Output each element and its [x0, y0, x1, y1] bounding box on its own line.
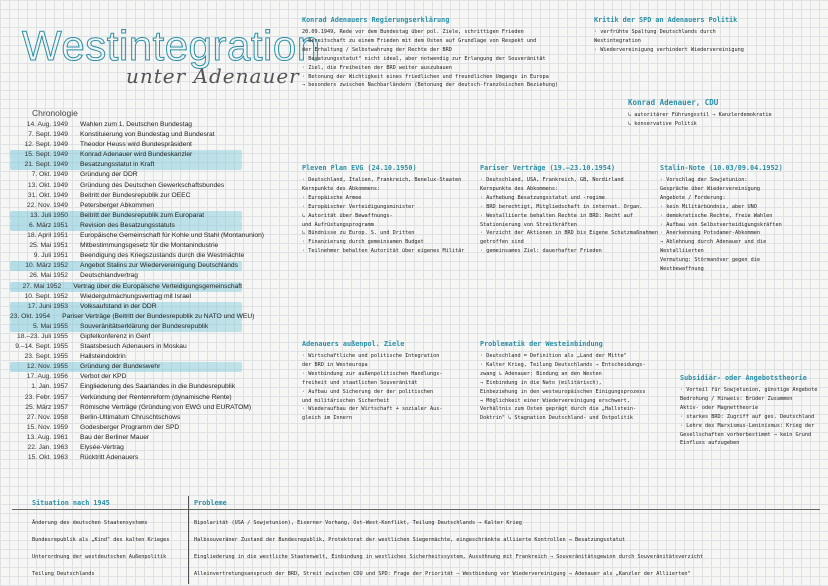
note-line: · Aufbau von Selbstverteidigungskräften [660, 221, 782, 228]
note-line: zwang ↳ Adenauer: Bindung an den Westen [480, 370, 602, 377]
chronology-event: Berlin-Ultimatum Chruschtschows [80, 413, 181, 421]
chronology-event: Volksaufstand in der DDR [80, 302, 157, 310]
chronology-date: 31. Okt. 1949 [27, 191, 68, 199]
chronology-row [10, 251, 290, 261]
note-line: Einbeziehung in den westeuropäischen Einigungsprozess [480, 388, 646, 395]
chronology-event: Wiedergutmachungsvertrag mit Israel [80, 292, 192, 300]
note-line: · Aufhebung Besatzungsstatut und -regime [480, 194, 605, 201]
chronology-date: 12. Sept. 1949 [24, 141, 68, 149]
chronology-row [10, 140, 290, 150]
chronology-event: Wahlen zum 1. Deutschen Bundestag [80, 121, 193, 128]
chronology-date: 10. März 1952 [25, 262, 68, 270]
note-line: Halbsouveräner Zustand der Bundesrepublik, Protektorat der westlichen Siegermächte, eingeschränkte alliierte Kontrollen → Besatzungsstatut [194, 537, 625, 543]
chronology-row [10, 403, 290, 413]
chronology-date: 25. März 1957 [25, 403, 68, 411]
note-line: ↳ konservative Politik [628, 120, 697, 127]
note-line: Verhältnis zum Osten geprägt durch die „Hallstein- [480, 406, 637, 413]
note-line: Bundesrepublik als „Kind" des kalten Krieges [32, 537, 170, 543]
problematik-heading: Problematik der Westeinbindung [480, 340, 603, 348]
page-title: Westintegration [22, 22, 321, 69]
aussen-heading: Adenauers außenpol. Ziele [302, 340, 405, 348]
note-line: Alleinvertretungsanspruch der BRD, Streit zwischen CDU und SPD: Frage der Priorität – Westbindung vor Wiedervereinigung → Adenauer als „Kanzler der Alliierten" [194, 571, 691, 577]
chronology-date: 27. Nov. 1958 [26, 413, 68, 421]
situation-section [32, 499, 182, 583]
note-line: Kernpunkte des Abkommens: [302, 185, 381, 192]
chronology-row [10, 423, 290, 433]
chronology-list [10, 120, 290, 463]
chronology-date: 15. Nov. 1959 [26, 423, 68, 431]
chronology-row [10, 160, 242, 170]
note-line: ↳ Autorität über Bewaffnungs- [302, 212, 393, 219]
chronology-event: Beendigung des Kriegszustands durch die Westmächte [80, 252, 245, 260]
chronology-event: Gründung des Deutschen Gewerkschaftsbundes [80, 181, 225, 189]
note-line: der BRD in Westeuropa [302, 361, 368, 368]
note-line: · Aufbau und Sicherung der der politischen [302, 388, 434, 395]
chronology-event: Godesberger Programm der SPD [80, 423, 180, 431]
note-line: · Kalter Krieg, Teilung Deutschlands → Entscheidungs- [480, 361, 646, 368]
chronology-section [10, 108, 290, 463]
chronology-date: 22. Jan. 1963 [27, 444, 68, 451]
bottom-table-column-divider [188, 496, 189, 584]
note-line: Westintegration [594, 37, 641, 44]
note-line: → Einbindung in die Nato (militärisch), [480, 379, 602, 386]
chronology-event: Angebot Stalins zur Wiedervereinigung Deutschlands [80, 262, 238, 270]
chronology-event: Gipfelkonferenz in Genf [80, 332, 151, 340]
note-line: freiheit und staatlichen Souveränität [302, 379, 418, 386]
kritik-heading: Kritik der SPD an Adenauers Politik [594, 16, 738, 24]
chronology-row [10, 382, 290, 392]
note-line: · Deutschland, Italien, Frankreich, Benelux-Staaten [302, 177, 462, 183]
pleven-section [302, 164, 472, 256]
note-line: · Wiederaufbau der Wirtschaft + sozialer Aus- [302, 406, 443, 413]
chronology-date: 6. März 1951 [28, 221, 68, 229]
chronology-event: Vertrag über die Europäische Verteidigungsgemeinschaft [73, 282, 242, 290]
pariser-section [480, 164, 659, 256]
chronology-row [10, 181, 290, 191]
note-line: Teilung Deutschlands [32, 571, 95, 577]
regierung-heading: Konrad Adenauers Regierungserklärung [302, 16, 450, 24]
note-line: · Europäischer Verteidigungsminister [302, 203, 415, 210]
chronology-row [10, 130, 290, 140]
chronology-row [10, 302, 242, 312]
chronology-event: Beitritt der Bundesrepublik zum Europarat [80, 211, 205, 219]
chronology-row [10, 413, 290, 423]
probleme-heading: Probleme [194, 499, 227, 507]
chronology-date: 10. Sept. 1952 [24, 292, 68, 300]
chronology-event: Rücktritt Adenauers [80, 454, 139, 462]
chronology-row [10, 241, 290, 251]
note-line: Westbewaffnung [660, 266, 704, 273]
chronology-date: 23. Okt. 1954 [10, 312, 51, 320]
magnet-section [680, 374, 820, 448]
note-line: · gemeinsames Ziel: dauerhafter Frieden [480, 248, 602, 255]
chronology-event: Beitritt der Bundesrepublik zur OEEC [80, 191, 191, 199]
note-line: · Wirtschaftliche und politische Integration [302, 353, 440, 359]
stalin-heading: Stalin-Note (10.03/09.04.1952) [660, 164, 783, 172]
regierung-section [302, 16, 572, 90]
note-line: Bedrohung / Hinweis: Brüder Zusammen [680, 395, 793, 402]
note-line: Stationierung von Streitkräften [480, 221, 577, 228]
chronology-row [10, 271, 290, 281]
chronology-date: 22. Nov. 1949 [26, 201, 68, 209]
chronology-event: Konrad Adenauer wird Bundeskanzler [80, 151, 193, 159]
chronology-heading: Chronologie [32, 108, 78, 118]
note-line: · Lehre des Marxismus-Leninismus: Krieg der [680, 422, 815, 429]
cdu-heading: Konrad Adenauer, CDU [628, 98, 719, 107]
problematik-section [480, 340, 660, 423]
note-line: · Westbindung zur außenpolitischen Handlungs- [302, 370, 443, 377]
chronology-event: Römische Verträge (Gründung von EWG und EURATOM) [80, 403, 252, 411]
note-line: getroffen sind [480, 239, 524, 246]
chronology-date: 18. April 1951 [27, 232, 68, 240]
chronology-event: Mitbestimmungsgesetz für die Montanindustrie [80, 242, 219, 250]
chronology-event: Europäische Gemeinschaft für Kohle und Stahl (Montanunion) [80, 232, 265, 240]
chronology-date: 25. Mai 1951 [29, 242, 68, 250]
chronology-date: 7. Okt. 1949 [31, 171, 68, 179]
note-line: → besonders zwischen Nachbarländern (Betonung der deutsch-französischen Beziehung) [302, 82, 559, 89]
stalin-section [660, 164, 820, 274]
note-line: ⇒ Möglichkeit einer Wiedervereinigung erschwert, [480, 397, 630, 404]
note-line: ↳ Bündnisse zu Europ. S. und Dritten [302, 230, 415, 237]
note-line: 20.09.1949, Rede vor dem Bundestag über pol. Ziele, schrittigen Frieden [302, 29, 524, 35]
note-line: · Vorteil für Sowjetunion, günstige Angebote [680, 387, 818, 393]
chronology-event: Verbot der KPD [80, 373, 127, 381]
note-line: · Betonung der Wichtigkeit eines friedlichen und freundlichen Umgangs in Europa [302, 73, 549, 80]
chronology-event: Verkündung der Rentenreform (dynamische Rente) [80, 393, 232, 401]
chronology-row [10, 120, 290, 130]
chronology-row [10, 433, 290, 443]
chronology-event: Petersberger Abkommen [80, 201, 154, 209]
chronology-row [10, 372, 290, 382]
kritik-section [594, 16, 814, 55]
note-line: Bipolarität (USA / Sowjetunion), Eiserner Vorhang, Ost-West-Konflikt, Teilung Deutschlands → Kalter Krieg [194, 520, 522, 526]
note-line: gleich im Innern [302, 415, 352, 422]
chronology-row [10, 170, 290, 180]
chronology-date: 18.–23. Juli 1955 [17, 332, 68, 340]
chronology-date: 13. Aug. 1961 [26, 433, 68, 441]
chronology-event: Pariser Verträge (Beitritt der Bundesrepublik zu NATO und WEU) [62, 312, 255, 320]
chronology-date: 9. Juli 1951 [33, 252, 68, 260]
note-line: · Anerkennung Potsdamer-Abkommen [660, 230, 760, 237]
note-line: Westalliierten [660, 248, 704, 255]
chronology-row [10, 312, 255, 322]
note-line: Einfluss aufzugeben [680, 440, 740, 447]
chronology-row [10, 231, 290, 241]
chronology-event: Deutschlandvertrag [80, 272, 138, 280]
chronology-event: Konstituierung von Bundestag und Bundesrat [80, 131, 215, 139]
note-line: · Vorschlag der Sowjetunion: [660, 177, 748, 183]
chronology-row [10, 443, 290, 453]
note-line: der Erhaltung / Selbstwahrung der Rechte der BRD [302, 46, 452, 53]
chronology-row [10, 191, 290, 201]
note-line: · Ziel, die Freiheiten der BRD weiter auszubauen [302, 64, 452, 71]
chronology-row [10, 282, 242, 292]
page-subtitle: unter Adenauer [126, 64, 300, 88]
chronology-event: Elysée-Vertrag [80, 444, 124, 451]
note-line: · Verzicht der Aktionen in BRD bis Eigene Schutzmaßnahmen [480, 230, 659, 237]
note-line: Angebote / Forderung: [660, 194, 726, 201]
chronology-row [10, 150, 242, 160]
chronology-row [10, 362, 242, 372]
chronology-date: 27. Mai 1952 [22, 282, 62, 290]
note-line: · verfrühte Spaltung Deutschlands durch [594, 29, 716, 35]
note-line: Aktiv- oder Magnettheorie [680, 404, 759, 411]
chronology-date: 17. Aug. 1956 [26, 373, 68, 381]
chronology-event: Hallsteindoktrin [80, 353, 126, 361]
cdu-section [628, 98, 818, 129]
chronology-date: 12. Nov. 1955 [26, 363, 68, 371]
magnet-heading: Subsidiär- oder Angebotstheorie [680, 374, 807, 382]
chronology-date: 7. Sept. 1949 [28, 131, 68, 139]
chronology-date: 17. Juni 1953 [27, 302, 68, 310]
note-line: · Teilnehmer behalten Autorität über eigenes Militär [302, 248, 465, 255]
chronology-row [10, 261, 242, 271]
chronology-row [10, 292, 290, 302]
chronology-row [10, 201, 290, 211]
pleven-heading: Pleven Plan EVG (24.10.1950) [302, 164, 417, 172]
chronology-event: Theodor Heuss wird Bundespräsident [80, 141, 192, 149]
note-line: · starkes BRD: Zugriff auf ges. Deutschland [680, 413, 815, 420]
note-line: · BRD berechtigt, Mitgliedschaft in internat. Organ. [480, 203, 643, 210]
note-line: und militärischen Sicherheit [302, 397, 390, 404]
chronology-date: 9.–14. Sept. 1955 [15, 343, 68, 351]
note-line: · Finanzierung durch gemeinsamen Budget [302, 239, 424, 246]
probleme-section [194, 499, 820, 583]
chronology-date: 23. Febr. 1957 [24, 393, 68, 401]
chronology-event: Gründung der Bundeswehr [80, 363, 161, 371]
note-line: Vermutung: Störmanöver gegen die [660, 257, 760, 264]
note-line: Änderung des deutschen Staatensystems [32, 520, 148, 526]
chronology-date: 5. Mai 1955 [33, 322, 68, 330]
chronology-event: Souveränitätserklärung der Bundesrepublik [80, 322, 209, 330]
note-line: · Europäische Armee [302, 194, 362, 201]
note-line: · kein Militärbündnis, aber UNO [660, 203, 757, 210]
chronology-event: Staatsbesuch Adenauers in Moskau [80, 343, 187, 351]
note-line: Unterordnung der westdeutschen Außenpolitik [32, 554, 167, 560]
note-line: · demokratische Rechte, freie Wahlen [660, 212, 773, 219]
chronology-date: 15. Sept. 1949 [24, 151, 68, 159]
chronology-event: Gründung der DDR [80, 171, 138, 179]
chronology-row [10, 221, 242, 231]
chronology-date: 21. Sept. 1949 [24, 161, 68, 169]
chronology-date: 26. Mai 1952 [29, 272, 68, 280]
note-line: · Westalliierte behalten Rechte in BRD: Recht auf [480, 212, 634, 219]
chronology-row [10, 342, 290, 352]
situation-heading: Situation nach 1945 [32, 499, 110, 507]
chronology-event: Bau der Berliner Mauer [80, 433, 150, 441]
chronology-date: 23. Sept. 1955 [24, 353, 68, 361]
note-line: → Ablehnung durch Adenauer und die [660, 239, 767, 246]
chronology-date: 13. Juli 1950 [30, 211, 68, 219]
chronology-event: Revision des Besatzungsstatuts [80, 221, 175, 229]
chronology-row [10, 332, 290, 342]
note-line: Kernpunkte des Abkommens: [480, 185, 559, 192]
pariser-heading: Pariser Verträge (19.–23.10.1954) [480, 164, 616, 172]
chronology-date: 14. Aug. 1949 [26, 121, 68, 128]
note-line: · Besatzungsstatut" nicht ideal, aber notwendig zur Erlangung der Souveränität [302, 55, 546, 62]
note-line: · Deutschland = Definition als „Land der Mitte" [480, 353, 627, 359]
note-line: und Aufrüstungsprogramm [302, 221, 374, 228]
note-line: · Bereitschaft zu einem Frieden mit dem Osten auf Grundlage von Respekt und [302, 37, 537, 44]
chronology-date: 1. Jan. 1957 [31, 383, 68, 391]
note-line: · Wiedervereinigung verhindert Wiedervereinigung [594, 46, 744, 53]
chronology-row [10, 322, 242, 332]
chronology-row [10, 211, 242, 221]
chronology-row [10, 453, 290, 463]
chronology-row [10, 352, 290, 362]
chronology-date: 15. Okt. 1963 [27, 454, 68, 462]
note-line: Doktrin" ↳ Stagnation Deutschland- und Ostpolitik [480, 415, 634, 422]
note-line: Eingliederung in die westliche Staatenwelt, Einbindung in westliches Sicherheitssystem, Aussöhnung mit Frankreich → Souveränitätsgewinn durch Souveränitätsverzicht [194, 554, 704, 560]
note-line: ↳ autoritärer Führungsstil → Kanzlerdemokratie [628, 112, 772, 118]
chronology-row [10, 393, 290, 403]
aussen-section [302, 340, 472, 423]
note-line: Gespräche über Wiedervereinigung [660, 185, 760, 192]
chronology-date: 13. Okt. 1949 [27, 181, 68, 189]
note-line: Gesellschaften vorherbestimmt → kein Grund [680, 431, 812, 438]
note-line: · Deutschland, USA, Frankreich, GB, Nordirland [480, 177, 624, 183]
chronology-event: Eingliederung des Saarlandes in die Bundesrepublik [80, 383, 236, 391]
chronology-event: Besatzungsstatut in Kraft [80, 161, 155, 169]
